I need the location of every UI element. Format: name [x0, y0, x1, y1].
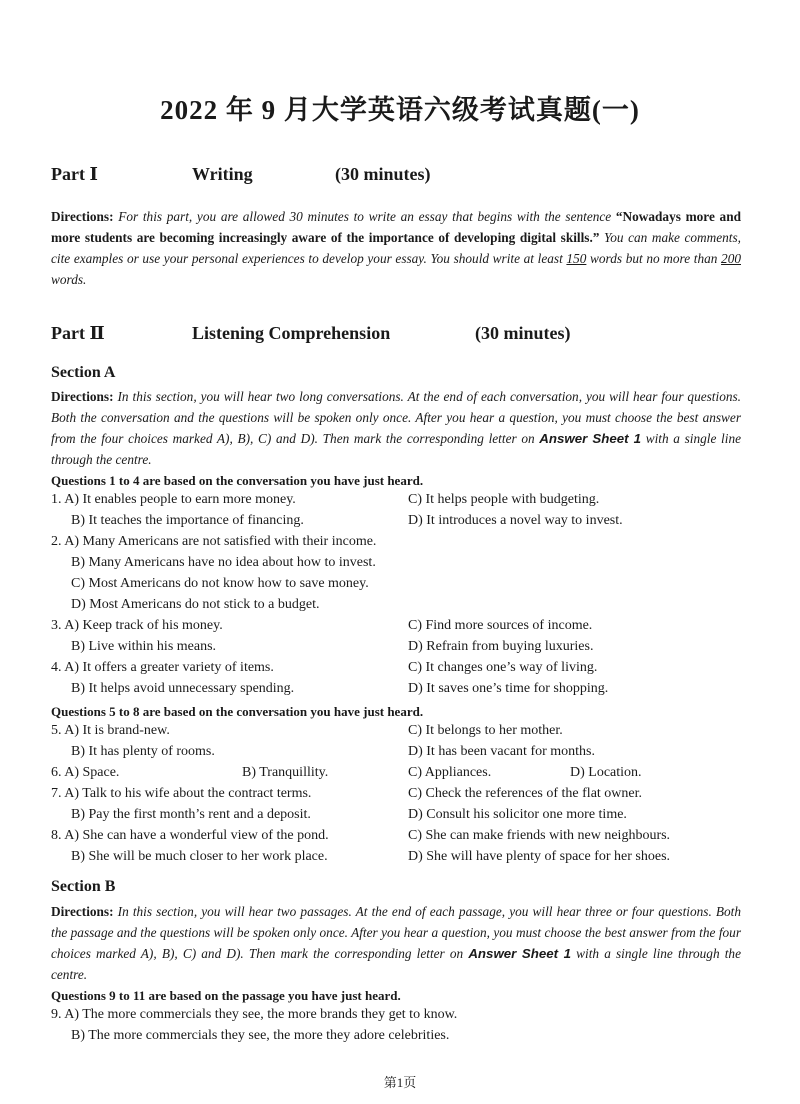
answer-option: D) It saves one’s time for shopping.	[408, 681, 609, 696]
answer-option: 4. A) It offers a greater variety of items.	[51, 660, 274, 675]
question-row	[0, 744, 760, 765]
answer-option: D) It has been vacant for months.	[408, 744, 595, 759]
question-row	[0, 1028, 760, 1049]
question-row	[0, 849, 760, 870]
question-row	[0, 639, 760, 660]
answer-option: B) It helps avoid unnecessary spending.	[71, 681, 295, 696]
part-time: (30 minutes)	[475, 323, 571, 343]
question-row	[0, 786, 760, 807]
question-row	[0, 534, 760, 555]
answer-option: C) It helps people with budgeting.	[408, 492, 600, 507]
question-row	[0, 765, 760, 786]
question-row	[0, 681, 760, 702]
question-row	[0, 492, 760, 513]
page-title: 2022 年 9 月大学英语六级考试真题(一)	[160, 95, 640, 125]
question-row	[0, 597, 760, 618]
question-row	[0, 513, 760, 534]
answer-option: D) It introduces a novel way to invest.	[408, 513, 623, 528]
question-group-heading: Questions 1 to 4 are based on the conversation you have just heard.	[51, 473, 424, 488]
answer-option: D) She will have plenty of space for her shoes.	[408, 849, 671, 864]
answer-option: B) The more commercials they see, the more they adore celebrities.	[71, 1028, 450, 1043]
answer-option: B) It has plenty of rooms.	[71, 744, 215, 759]
answer-option: D) Refrain from buying luxuries.	[408, 639, 594, 654]
answer-option: D) Location.	[570, 765, 642, 780]
part-name: Writing	[192, 164, 253, 184]
section-a-directions: Directions: In this section, you will hear two long conversations. At the end of each conversation, you will hear four questions. Both the conversation and the questions will be spoken only once. After you hear a question, you must choose the best answer from the four choices marked A), B), C) and D). Then mark the corresponding letter on Answer Sheet 1 with a single line through the centre.	[51, 389, 741, 467]
answer-option: B) She will be much closer to her work place.	[71, 849, 328, 864]
question-row	[0, 807, 760, 828]
answer-option: 1. A) It enables people to earn more money.	[51, 492, 296, 507]
answer-option: 2. A) Many Americans are not satisfied with their income.	[51, 534, 377, 549]
section-b-title: Section B	[51, 878, 116, 895]
answer-option: B) Pay the first month’s rent and a deposit.	[71, 807, 311, 822]
answer-option: 3. A) Keep track of his money.	[51, 618, 223, 633]
answer-option: C) It belongs to her mother.	[408, 723, 563, 738]
part-number: Part Ⅱ	[51, 323, 105, 343]
question-row	[0, 618, 760, 639]
answer-option: C) She can make friends with new neighbours.	[408, 828, 671, 843]
writing-directions: Directions: For this part, you are allowed 30 minutes to write an essay that begins with the sentence “Nowadays more and more students are becoming increasingly aware of the importance of developing digital skills.” You can make comments, cite examples or use your personal experiences to develop your essay. You should write at least 150 words but no more than 200 words.	[51, 209, 741, 287]
part-number: Part Ⅰ	[51, 164, 98, 184]
answer-option: C) Appliances.	[408, 765, 492, 780]
page-number: 第1页	[383, 1075, 417, 1090]
answer-option: C) It changes one’s way of living.	[408, 660, 598, 675]
part-time: (30 minutes)	[335, 164, 431, 184]
answer-option: C) Check the references of the flat owner.	[408, 786, 643, 801]
question-group-heading: Questions 5 to 8 are based on the conversation you have just heard.	[51, 704, 424, 719]
section-b-directions: Directions: In this section, you will hear two passages. At the end of each passage, you will hear three or four questions. Both the passage and the questions will be spoken only once. After you hear a question, you must choose the best answer from the four choices marked A), B), C) and D). Then mark the corresponding letter on Answer Sheet 1 with a single line through the centre.	[51, 904, 741, 982]
part-name: Listening Comprehension	[192, 323, 391, 343]
question-row	[0, 576, 760, 597]
answer-option: B) Many Americans have no idea about how to invest.	[71, 555, 376, 570]
answer-option: B) It teaches the importance of financing.	[71, 513, 304, 528]
answer-option: 9. A) The more commercials they see, the more brands they get to know.	[51, 1007, 458, 1022]
answer-option: D) Consult his solicitor one more time.	[408, 807, 627, 822]
answer-option: 7. A) Talk to his wife about the contract terms.	[51, 786, 312, 801]
question-group-heading: Questions 9 to 11 are based on the passage you have just heard.	[51, 988, 401, 1003]
answer-option: 6. A) Space.	[51, 765, 120, 780]
answer-option: 5. A) It is brand-new.	[51, 723, 170, 738]
section-a-title: Section A	[51, 364, 116, 381]
answer-option: C) Most Americans do not know how to save money.	[71, 576, 369, 591]
answer-option: B) Live within his means.	[71, 639, 217, 654]
question-row	[0, 723, 760, 744]
question-row	[0, 828, 760, 849]
answer-option: 8. A) She can have a wonderful view of the pond.	[51, 828, 329, 843]
question-row	[0, 1007, 760, 1028]
answer-option: D) Most Americans do not stick to a budget.	[71, 597, 320, 612]
question-row	[0, 660, 760, 681]
answer-option: C) Find more sources of income.	[408, 618, 593, 633]
question-row	[0, 555, 760, 576]
answer-option: B) Tranquillity.	[242, 765, 329, 780]
